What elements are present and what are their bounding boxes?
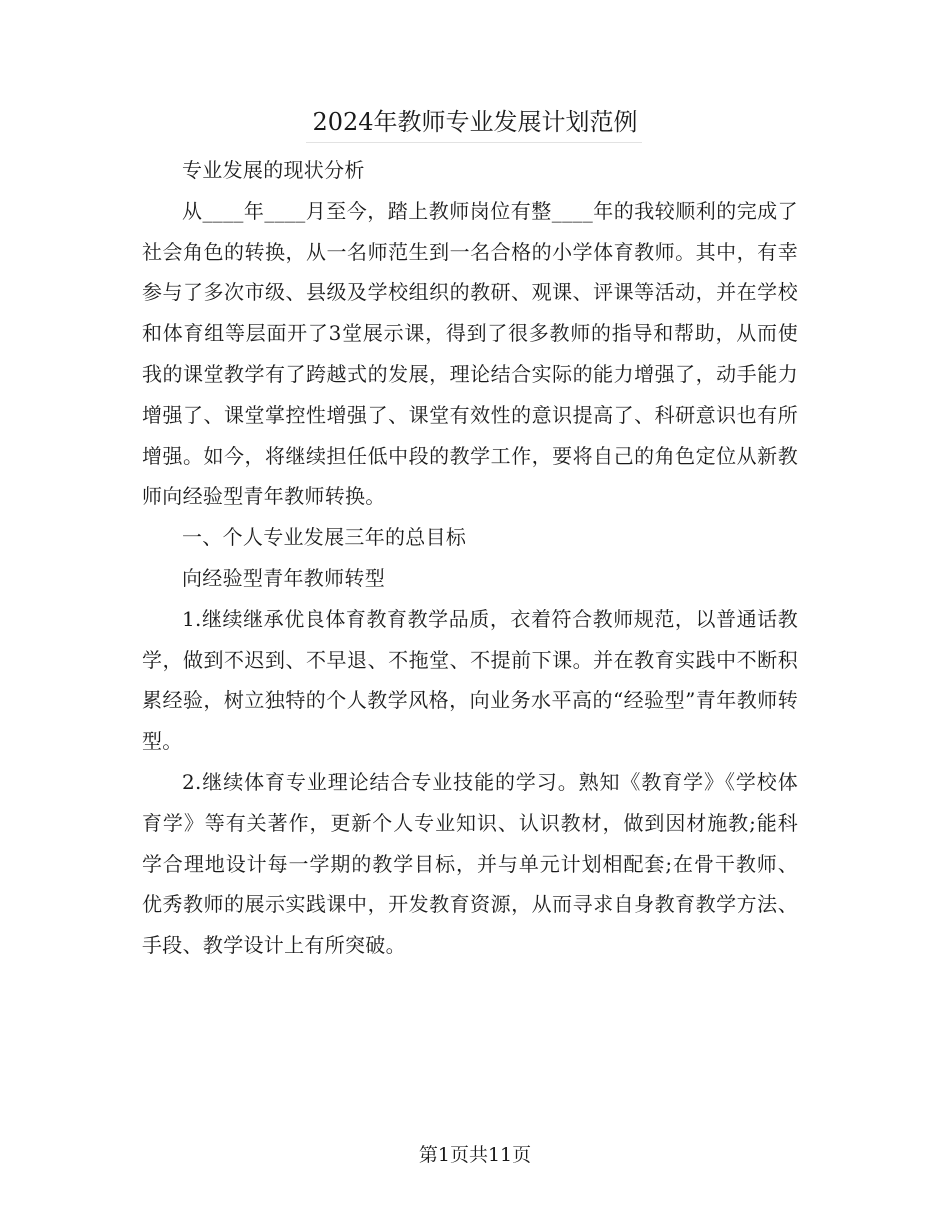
subheading-goal: 向经验型青年教师转型 — [182, 565, 385, 590]
section-heading-status: 专业发展的现状分析 — [182, 158, 365, 182]
page-number: 第1页共11页 — [418, 1144, 532, 1166]
paragraph-item-2: 2.继续体育专业理论结合专业技能的学习。熟知《教育学》《学校体育学》等有关著作，更新个人专业知识、认识教材，做到因材施教;能科学合理地设计每一学期的教学目标，并与单元计划相配套;在骨干教师、优秀教师的展示实践课中，开发教育资源，从而寻求自身教育教学方法、手段、教学设计上有所突破。 — [142, 769, 798, 958]
document-body — [142, 150, 798, 966]
paragraph-item-1: 1.继续继承优良体育教育教学品质，衣着符合教师规范，以普通话教学，做到不迟到、不早退、不拖堂、不提前下课。并在教育实践中不断积累经验，树立独特的个人教学风格，向业务水平高的“经验型”青年教师转型。 — [142, 606, 798, 754]
paragraph-status-analysis: 从____年____月至今，踏上教师岗位有整____年的我较顺利的完成了社会角色的转换，从一名师范生到一名合格的小学体育教师。其中，有幸参与了多次市级、县级及学校组织的教研、观课、评课等活动，并在学校和体育组等层面开了3堂展示课，得到了很多教师的指导和帮助，从而使我的课堂教学有了跨越式的发展，理论结合实际的能力增强了，动手能力增强了、课堂掌控性增强了、课堂有效性的意识提高了、科研意识也有所增强。如今，将继续担任低中段的教学工作，要将自己的角色定位从新教师向经验型青年教师转换。 — [142, 198, 798, 509]
title-divider — [306, 142, 642, 143]
document-title: 2024年教师专业发展计划范例 — [312, 108, 638, 136]
section-heading-goal: 一、个人专业发展三年的总目标 — [182, 525, 467, 550]
